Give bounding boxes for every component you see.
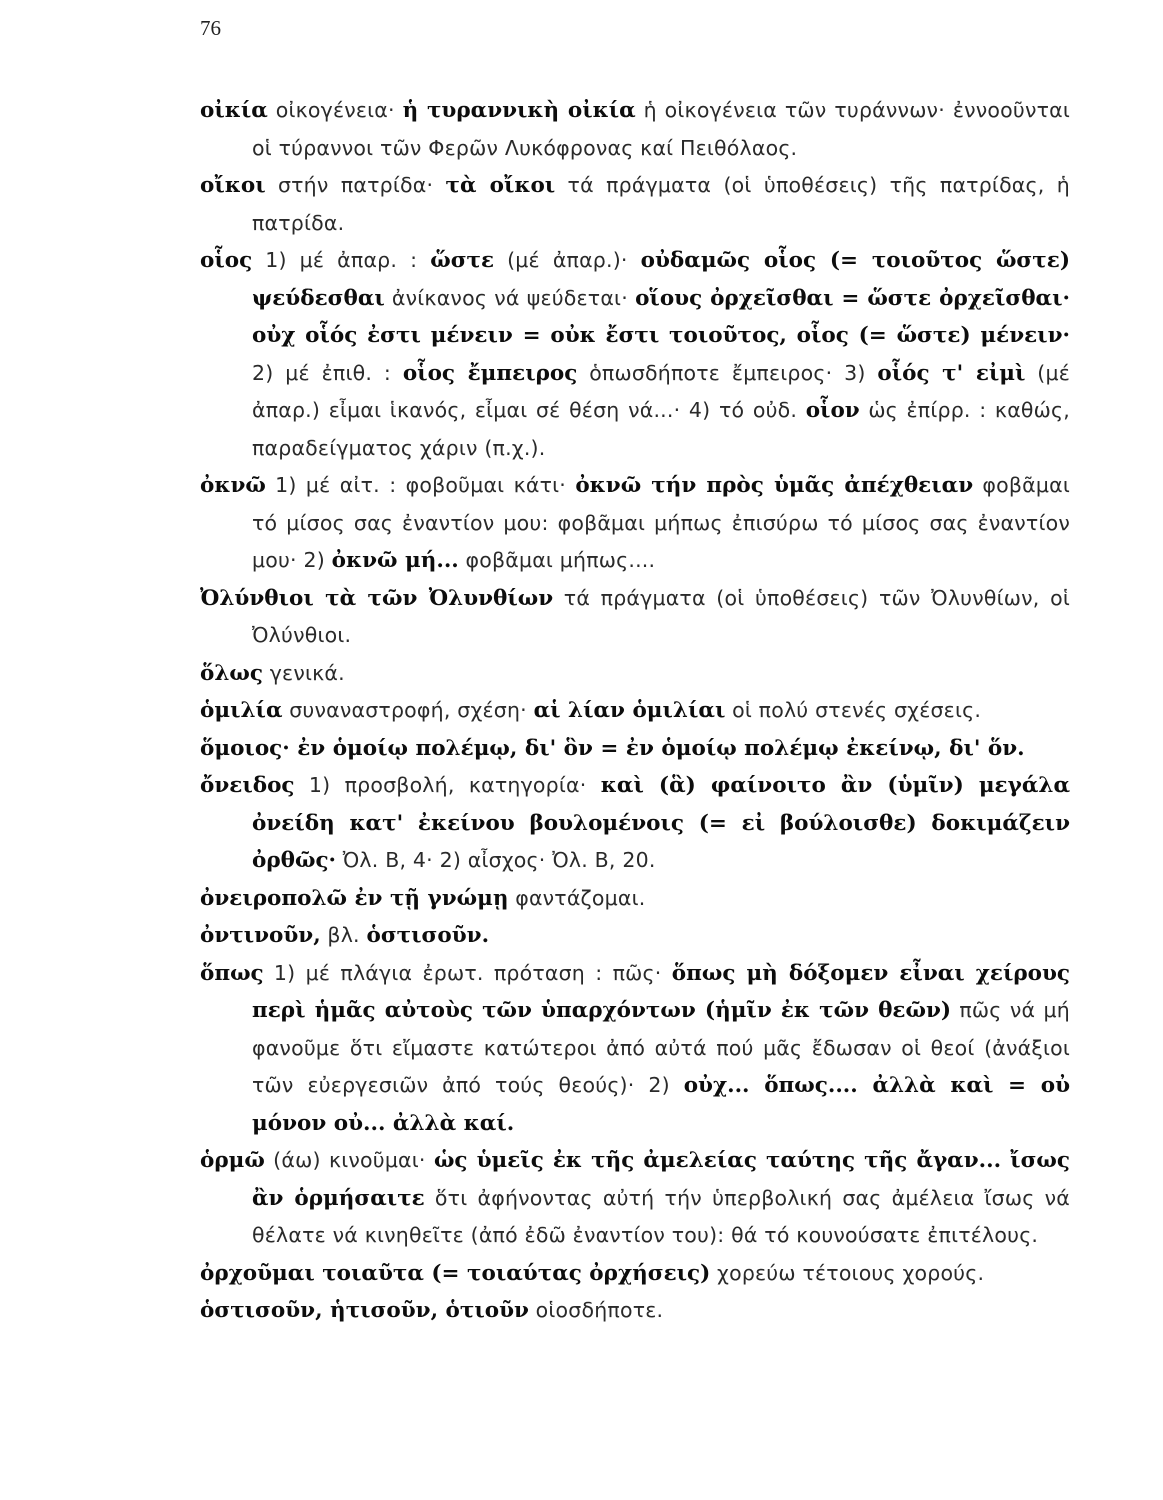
glossary-entry [200, 580, 1070, 655]
definition-text: 1) προσβολή, κατηγορία· [294, 773, 601, 797]
glossary-entry [200, 955, 1070, 1143]
definition-text: Ὀλ. Β, 4· 2) αἶσχος· Ὀλ. Β, 20. [336, 848, 656, 872]
definition-text: χορεύω τέτοιους χορούς. [710, 1260, 985, 1285]
glossary-entry [200, 92, 1070, 167]
headword-text: ὥστε [430, 248, 495, 273]
definition-text: (άω) κινοῦμαι· [264, 1148, 434, 1172]
headword-text: ὀκνῶ τήν πρὸς ὑμᾶς ἀπέχθειαν [575, 473, 974, 498]
definition-text: τά πράγματα (οἱ ὑποθέσεις) τῆς πατρίδας, ἡ πατρίδα. [252, 173, 1070, 235]
glossary-entry [200, 167, 1070, 242]
headword-text: οἰκία [200, 98, 268, 123]
glossary-entry [200, 1292, 1070, 1330]
definition-text: ὡς ἐπίρρ. : καθώς, παραδείγματος χάριν (π.χ.). [252, 398, 1070, 460]
glossary-entry [200, 655, 1070, 693]
definition-text: τά πράγματα (οἱ ὑποθέσεις) τῶν Ὀλυνθίων, οἱ Ὀλύνθιοι. [252, 585, 1070, 647]
headword-text: οὐδαμῶς οἷος (= τοιοῦτος ὥστε) ψεύδεσθαι [252, 248, 1070, 311]
glossary-entry [200, 467, 1070, 580]
headword-text: ὀκνῶ [200, 473, 266, 498]
headword-text: τὰ οἴκοι [445, 173, 556, 198]
headword-text: ὀντινοῦν, [200, 923, 321, 948]
definition-text: 1) μέ αἰτ. : φοβοῦμαι κάτι· [265, 473, 576, 497]
headword-text: οὐχ... ὅπως.... ἀλλὰ καὶ = οὐ μόνον οὐ... ἀλλὰ καί. [252, 1073, 1070, 1136]
headword-text: ὀνειροπολῶ ἐν τῇ γνώμῃ [200, 885, 509, 911]
definition-text: γενικά. [262, 660, 345, 685]
headword-text: ὁμιλία [200, 698, 283, 723]
glossary-entry [200, 1142, 1070, 1255]
definition-text: (μέ ἀπαρ.) εἶμαι ἱκανός, εἶμαι σέ θέση νά...· 4) τό οὐδ. [252, 360, 1071, 422]
headword-text: οἷος [200, 248, 253, 273]
definition-text: φοβᾶμαι τό μίσος σας ἐναντίον μου: φοβᾶμαι μήπως ἐπισύρω τό μίσος σας ἐναντίον μου· 2) [252, 473, 1070, 572]
definition-text: ἡ οἰκογένεια τῶν τυράννων· ἐννοοῦνται οἱ τύραννοι τῶν Φερῶν Λυκόφρονας καί Πειθόλαος. [252, 98, 1071, 160]
headword-text: οἵους ὀρχεῖσθαι = ὥστε ὀρχεῖσθαι· οὐχ οἷός ἐστι μένειν = οὐκ ἔστι τοιοῦτος, οἷος (= ὥστε) μένειν· [252, 285, 1070, 348]
definition-text: βλ. [320, 923, 367, 947]
headword-text: οἷός τ' εἰμὶ [877, 360, 1026, 386]
glossary-entry [200, 767, 1070, 880]
definition-text: 1) μέ πλάγια ἐρωτ. πρόταση : πῶς· [263, 960, 672, 985]
headword-text: ἡ τυραννικὴ οἰκία [402, 98, 636, 123]
headword-text: ὡς ὑμεῖς ἐκ τῆς ἀμελείας ταύτης τῆς ἄγαν... ἴσως ἂν ὁρμήσαιτε [252, 1148, 1070, 1211]
definition-text: οἱοσδήποτε. [528, 1298, 664, 1322]
page-number: 76 [200, 16, 221, 40]
definition-text: πῶς νά μή φανοῦμε ὅτι εἴμαστε κατώτεροι ἀπό αὐτά πού μᾶς ἔδωσαν οἱ θεοί (ἀνάξιοι τῶν εὐεργεσιῶν ἀπό τούς θεούς)· 2) [252, 998, 1070, 1097]
glossary-entries [200, 92, 1070, 1330]
definition-text: ἀνίκανος νά ψεύδεται· [384, 285, 636, 310]
definition-text: φοβᾶμαι μήπως.... [458, 548, 656, 572]
headword-text: οἴκοι [200, 173, 266, 198]
definition-text: συναναστροφή, σχέση· [282, 698, 534, 722]
definition-text: οἱ πολύ στενές σχέσεις. [725, 698, 982, 722]
headword-text: ὄνειδος [200, 773, 295, 798]
headword-text: ὁρμῶ [200, 1148, 265, 1173]
headword-text: ὅμοιος· ἐν ὁμοίῳ πολέμῳ, δι' ὃν = ἐν ὁμοίῳ πολέμῳ ἐκείνῳ, δι' ὅν. [200, 735, 1025, 761]
glossary-entry [200, 692, 1070, 730]
definition-text: στήν πατρίδα· [265, 173, 446, 197]
headword-text: ὅπως [200, 960, 264, 986]
headword-text: ὀρχοῦμαι τοιαῦτα (= τοιαύτας ὀρχήσεις) [200, 1260, 711, 1286]
glossary-entry [200, 880, 1070, 918]
headword-text: οἷον [805, 398, 860, 423]
headword-text: ὀκνῶ μή... [331, 548, 459, 573]
headword-text: ὅπως μὴ δόξομεν εἶναι χείρους περὶ ἡμᾶς αὐτοὺς τῶν ὑπαρχόντων (ἡμῖν ἐκ τῶν θεῶν) [252, 960, 1071, 1023]
headword-text: οἷος ἔμπειρος [402, 360, 578, 386]
headword-text: ὅλως [200, 660, 263, 686]
headword-text: Ὀλύνθιοι τὰ τῶν Ὀλυνθίων [200, 585, 554, 611]
glossary-entry [200, 242, 1070, 467]
definition-text: οἰκογένεια· [267, 98, 403, 122]
glossary-entry [200, 1255, 1070, 1293]
definition-text: 2) μέ ἐπιθ. : [252, 360, 403, 385]
headword-text: καὶ (ἃ) φαίνοιτο ἂν (ὑμῖν) μεγάλα ὀνείδη κατ' ἐκείνου βουλομένοις (= εἰ βούλοισθε) δοκιμάζειν ὀρθῶς· [252, 773, 1070, 873]
headword-text: ὁστισοῦν. [366, 923, 490, 948]
headword-text: αἱ λίαν ὁμιλίαι [533, 698, 726, 723]
definition-text: φαντάζομαι. [508, 885, 646, 910]
glossary-entry [200, 917, 1070, 955]
headword-text: ὁστισοῦν, ἡτισοῦν, ὁτιοῦν [200, 1298, 529, 1323]
definition-text: ὅτι ἀφήνοντας αὐτή τήν ὑπερβολική σας ἀμέλεια ἴσως νά θέλατε νά κινηθεῖτε (ἀπό ἐδῶ ἐναντίον του): θά τό κουνούσατε ἐπιτέλους. [252, 1185, 1070, 1247]
definition-text: ὁπωσδήποτε ἔμπειρος· 3) [577, 360, 878, 385]
glossary-entry [200, 730, 1070, 768]
definition-text: 1) μέ ἀπαρ. : [252, 248, 431, 272]
definition-text: (μέ ἀπαρ.)· [494, 248, 641, 272]
